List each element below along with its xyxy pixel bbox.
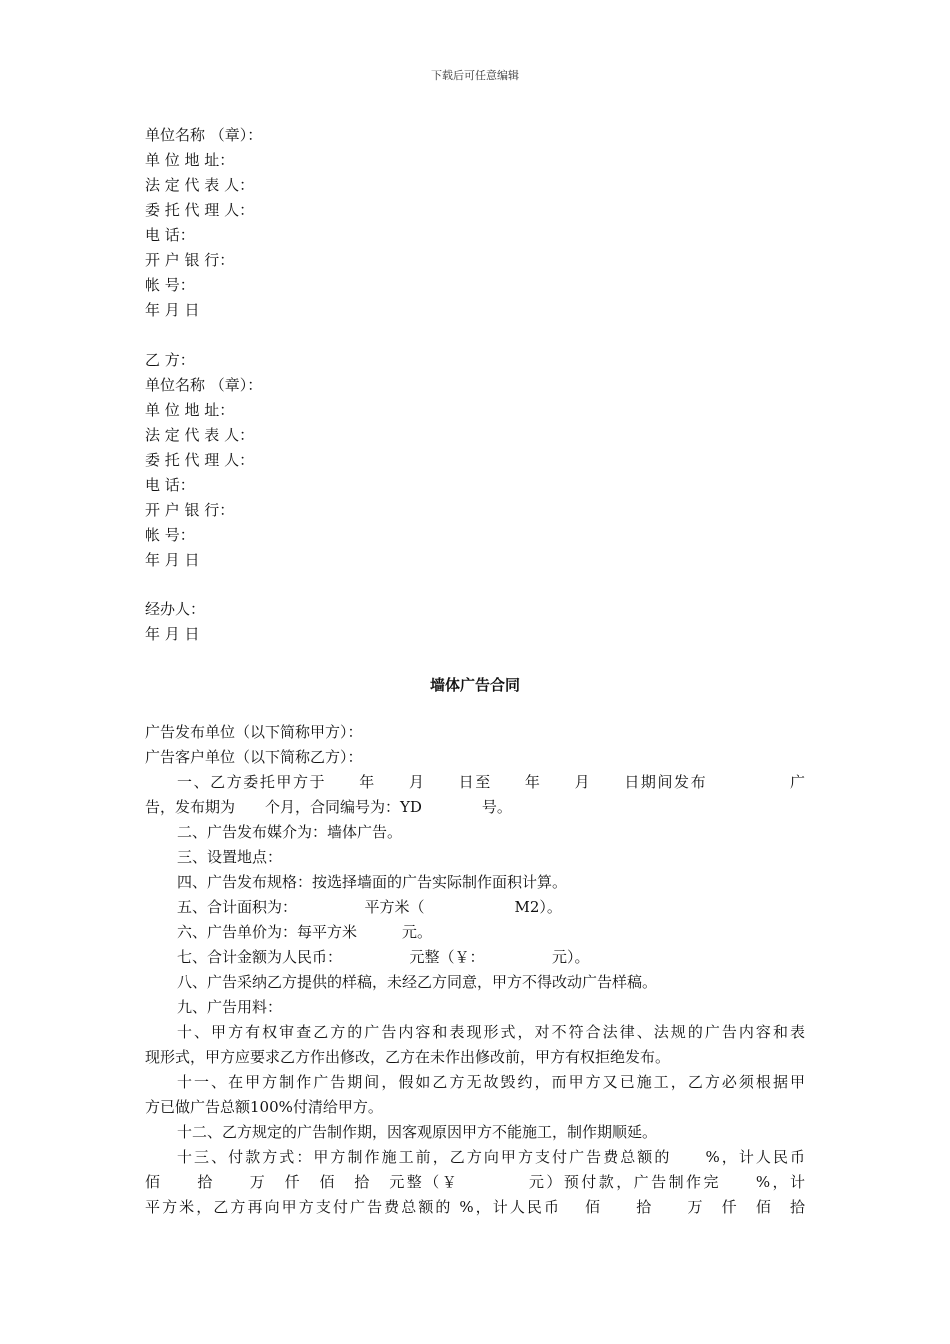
clause-6: 六、广告单价为：每平方米 元。 <box>177 923 433 941</box>
party-a-line: 开 户 银 行： <box>145 251 235 269</box>
party-a-line: 电 话： <box>145 226 195 244</box>
party-b-line: 电 话： <box>145 476 195 494</box>
clause-3: 三、设置地点： <box>177 848 283 866</box>
party-a-line: 单位名称 （章）： <box>145 126 263 144</box>
contract-title: 墙体广告合同 <box>429 676 520 694</box>
party-b-line: 帐 号： <box>145 526 195 544</box>
clause-12: 十二、乙方规定的广告制作期，因客观原因甲方不能施工，制作期顺延。 <box>177 1123 658 1141</box>
handler-date: 年 月 日 <box>145 625 200 643</box>
clause-11-line-1: 十一、在甲方制作广告期间，假如乙方无故毁约，而甲方又已施工，乙方必须根据甲 <box>177 1073 805 1091</box>
party-b-line: 委 托 代 理 人： <box>145 451 255 469</box>
party-b-line: 法 定 代 表 人： <box>145 426 255 444</box>
party-a-line: 法 定 代 表 人： <box>145 176 255 194</box>
party-b-line: 开 户 银 行： <box>145 501 235 519</box>
party-b-line: 年 月 日 <box>145 551 200 569</box>
party-a-info <box>145 123 262 323</box>
clause-1-line-2: 告，发布期为 个月，合同编号为：YD 号。 <box>145 798 512 816</box>
clause-10-line-2: 现形式，甲方应要求乙方作出修改，乙方在未作出修改前，甲方有权拒绝发布。 <box>145 1048 671 1066</box>
clause-7: 七、合计金额为人民币： 元整（￥： 元）。 <box>177 948 590 966</box>
handler-info <box>145 597 205 647</box>
clause-11-line-2: 方已做广告总额100%付清给甲方。 <box>145 1098 383 1116</box>
clause-9: 九、广告用料： <box>177 998 283 1016</box>
clause-2: 二、广告发布媒介为：墙体广告。 <box>177 823 403 841</box>
publisher-line: 广告发布单位（以下简称甲方）： <box>145 723 363 741</box>
clause-13-line-3: 平方米，乙方再向甲方支付广告费总额的 %，计人民币 佰 拾 万 仟 佰 拾 <box>145 1198 805 1216</box>
party-b-info <box>145 348 262 573</box>
party-a-line: 年 月 日 <box>145 301 200 319</box>
clause-13-line-2: 佰 拾 万 仟 佰 拾 元整（￥ 元）预付款，广告制作完 %，计 <box>145 1173 805 1191</box>
clause-1-line-1: 一、乙方委托甲方于 年 月 日至 年 月 日期间发布 广 <box>177 773 805 791</box>
party-b-line: 单 位 地 址： <box>145 401 235 419</box>
party-a-line: 单 位 地 址： <box>145 151 235 169</box>
party-b-line: 乙 方： <box>145 351 195 369</box>
party-a-line: 委 托 代 理 人： <box>145 201 255 219</box>
party-b-line: 单位名称 （章）： <box>145 376 263 394</box>
clause-13-line-1: 十三、付款方式：甲方制作施工前，乙方向甲方支付广告费总额的 %，计人民币 <box>177 1148 805 1166</box>
clause-5: 五、合计面积为： 平方米（ M2）。 <box>177 898 562 916</box>
page-header: 下载后可任意编辑 <box>431 69 519 82</box>
party-a-line: 帐 号： <box>145 276 195 294</box>
contract-body <box>145 720 805 1220</box>
clause-8: 八、广告采纳乙方提供的样稿，未经乙方同意，甲方不得改动广告样稿。 <box>177 973 658 991</box>
client-line: 广告客户单位（以下简称乙方）： <box>145 748 363 766</box>
handler-line: 经办人： <box>145 600 206 618</box>
clause-4: 四、广告发布规格：按选择墙面的广告实际制作面积计算。 <box>177 873 568 891</box>
clause-10-line-1: 十、甲方有权审查乙方的广告内容和表现形式，对不符合法律、法规的广告内容和表 <box>177 1023 805 1041</box>
